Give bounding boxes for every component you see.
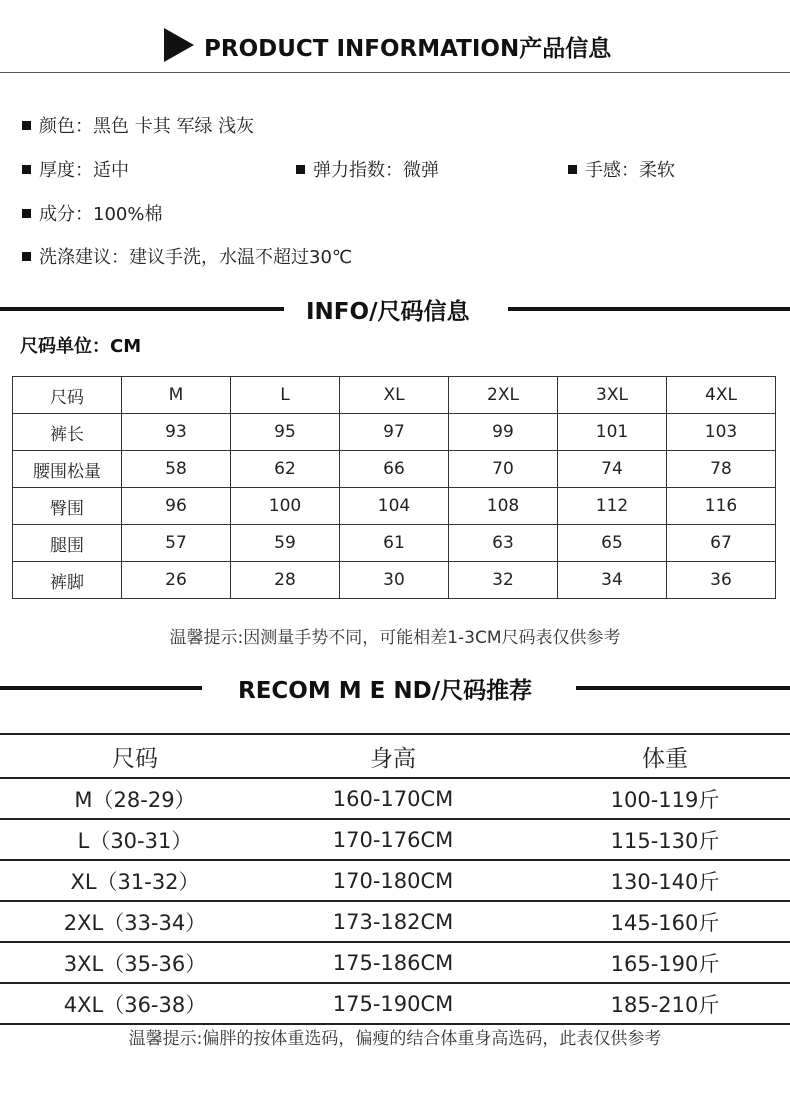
table-cell: 58 [122, 451, 231, 488]
table-cell: 130-140斤 [610, 869, 720, 894]
table-cell: 3XL（35-36） [63, 951, 207, 976]
recommend-left-line [0, 686, 202, 690]
size-recommend-table [0, 733, 790, 1025]
square-bullet-icon [296, 165, 305, 174]
table-cell: 61 [340, 525, 449, 562]
table-row [0, 900, 790, 941]
attr-thickness-text: 厚度：适中 [39, 160, 129, 181]
table-cell: 4XL（36-38） [63, 992, 207, 1017]
attr-composition [22, 200, 162, 226]
square-bullet-icon [22, 209, 31, 218]
table-cell: 2XL（33-34） [63, 910, 207, 935]
table-cell: XL（31-32） [70, 869, 200, 894]
info-right-line [508, 307, 790, 311]
table-cell: XL [340, 377, 449, 414]
table-cell: 74 [558, 451, 667, 488]
attr-feel [568, 156, 675, 182]
table-cell: L [231, 377, 340, 414]
square-bullet-icon [568, 165, 577, 174]
square-bullet-icon [22, 252, 31, 261]
table-cell: 4XL [667, 377, 776, 414]
column-header: 尺码 [112, 745, 158, 772]
table-cell: 108 [449, 488, 558, 525]
table-cell: 185-210斤 [610, 992, 720, 1017]
table-row-header: 腿围 [13, 525, 122, 562]
attr-washing-text: 洗涤建议：建议手洗，水温不超过30℃ [39, 247, 353, 268]
page-title: PRODUCT INFORMATION产品信息 [204, 36, 612, 62]
table-row [13, 451, 776, 488]
table-cell: 96 [122, 488, 231, 525]
table-cell: 145-160斤 [610, 910, 720, 935]
table-cell: 62 [231, 451, 340, 488]
table-row [0, 818, 790, 859]
square-bullet-icon [22, 165, 31, 174]
table-row [13, 488, 776, 525]
table-row [0, 859, 790, 900]
attr-thickness [22, 156, 129, 182]
table-cell: 30 [340, 562, 449, 599]
table-cell: 95 [231, 414, 340, 451]
table-cell: 36 [667, 562, 776, 599]
table-cell: 57 [122, 525, 231, 562]
table-cell: 100-119斤 [610, 787, 720, 812]
table-cell: 70 [449, 451, 558, 488]
table-cell: 26 [122, 562, 231, 599]
recommend-right-line [576, 686, 790, 690]
table-row-header: 臀围 [13, 488, 122, 525]
table-cell: 170-180CM [332, 868, 454, 893]
attr-elasticity-text: 弹力指数：微弹 [313, 160, 439, 181]
table-cell: 170-176CM [332, 827, 454, 852]
table-cell: 104 [340, 488, 449, 525]
table-cell: 175-186CM [332, 950, 454, 975]
header-divider [0, 72, 790, 73]
table-cell: 112 [558, 488, 667, 525]
table-cell: 160-170CM [332, 786, 454, 811]
table-cell: 165-190斤 [610, 951, 720, 976]
table-cell: 175-190CM [332, 991, 454, 1016]
unit-label: 尺码单位：CM [20, 336, 142, 357]
attr-elasticity [296, 156, 439, 182]
table-cell: 3XL [558, 377, 667, 414]
table-row [0, 941, 790, 982]
table-row-header: 腰围松量 [13, 451, 122, 488]
info-left-line [0, 307, 284, 311]
table-cell: 100 [231, 488, 340, 525]
column-header: 体重 [642, 745, 688, 772]
table-cell: 116 [667, 488, 776, 525]
table-cell: 65 [558, 525, 667, 562]
table-cell: 93 [122, 414, 231, 451]
recommend-note: 温馨提示:偏胖的按体重选码，偏瘦的结合体重身高选码，此表仅供参考 [128, 1029, 662, 1049]
table-cell: 67 [667, 525, 776, 562]
measurement-note: 温馨提示:因测量手势不同，可能相差1-3CM尺码表仅供参考 [169, 628, 621, 648]
info-section-title: INFO/尺码信息 [306, 299, 470, 325]
table-cell: M [122, 377, 231, 414]
table-row-header: 尺码 [13, 377, 122, 414]
attr-color [22, 112, 254, 138]
attr-color-text: 颜色：黑色 卡其 军绿 浅灰 [39, 116, 255, 137]
table-cell: 32 [449, 562, 558, 599]
table-cell: 97 [340, 414, 449, 451]
play-triangle-icon [164, 28, 194, 62]
table-header-row [13, 377, 776, 414]
recommend-section-title: RECOM M E ND/尺码推荐 [238, 678, 533, 704]
table-cell: 115-130斤 [610, 828, 720, 853]
table-cell: 101 [558, 414, 667, 451]
table-row [0, 777, 790, 818]
table-cell: 63 [449, 525, 558, 562]
table-cell: L（30-31） [77, 828, 193, 853]
size-info-table [12, 376, 776, 599]
table-cell: 173-182CM [332, 909, 454, 934]
table-header-row [0, 733, 790, 777]
square-bullet-icon [22, 121, 31, 130]
attr-composition-text: 成分：100%棉 [39, 204, 163, 225]
table-cell: 34 [558, 562, 667, 599]
table-row [13, 414, 776, 451]
table-row [13, 562, 776, 599]
table-cell: 59 [231, 525, 340, 562]
table-cell: 103 [667, 414, 776, 451]
table-cell: 78 [667, 451, 776, 488]
attr-washing [22, 243, 352, 269]
table-row-header: 裤脚 [13, 562, 122, 599]
table-row-header: 裤长 [13, 414, 122, 451]
attr-feel-text: 手感：柔软 [585, 160, 675, 181]
table-cell: M（28-29） [74, 787, 196, 812]
table-cell: 2XL [449, 377, 558, 414]
table-cell: 99 [449, 414, 558, 451]
table-row [13, 525, 776, 562]
table-cell: 28 [231, 562, 340, 599]
product-info-header [0, 24, 790, 70]
table-cell: 66 [340, 451, 449, 488]
table-row [0, 982, 790, 1025]
column-header: 身高 [370, 745, 416, 772]
